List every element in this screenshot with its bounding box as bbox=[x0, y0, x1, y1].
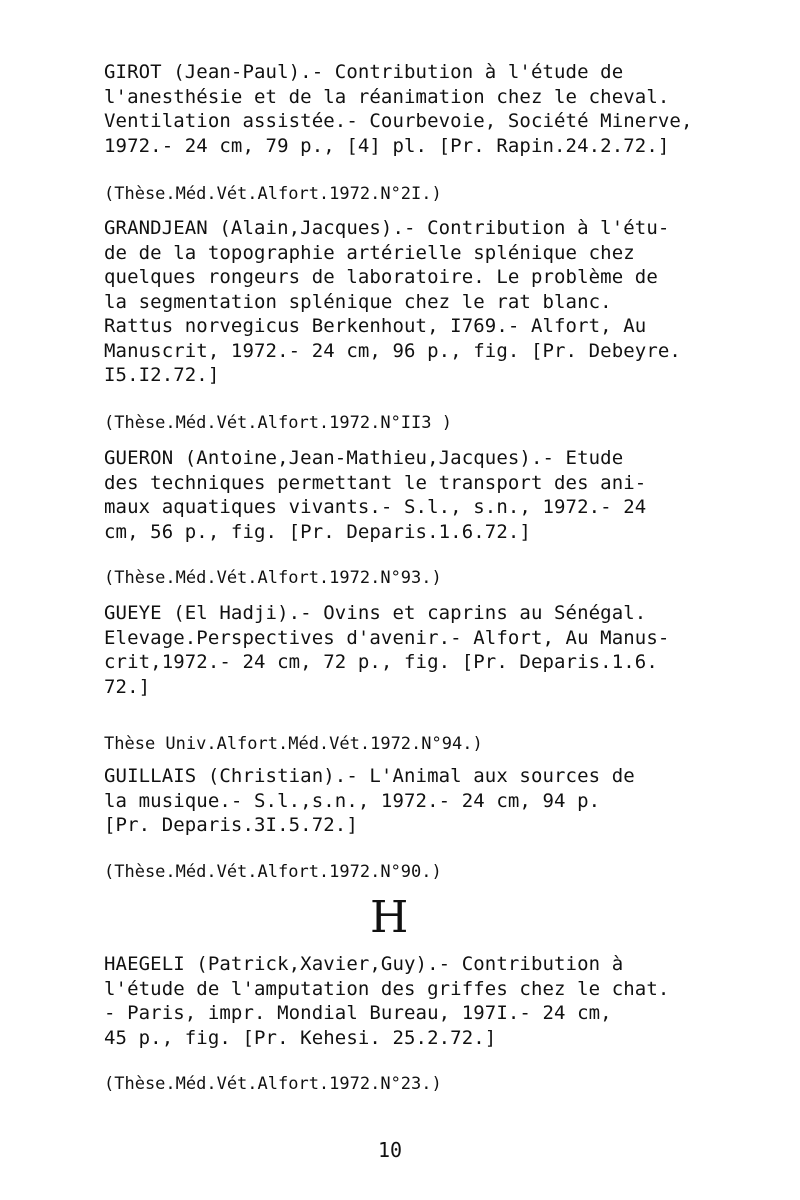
thesis-note: (Thèse.Méd.Vét.Alfort.1972.N°II3 ) bbox=[104, 413, 452, 433]
entry-line: Elevage.Perspectives d'avenir.- Alfort, Au Manus- bbox=[104, 626, 670, 649]
entry-line: l'anesthésie et de la réanimation chez le cheval. bbox=[104, 85, 670, 108]
bibliography-entry bbox=[104, 952, 744, 1050]
entry-line: HAEGELI (Patrick,Xavier,Guy).- Contribution à bbox=[104, 953, 624, 975]
entry-line: GUERON (Antoine,Jean-Mathieu,Jacques).- Etude bbox=[104, 447, 624, 469]
thesis-note: (Thèse.Méd.Vét.Alfort.1972.N°93.) bbox=[104, 568, 442, 588]
thesis-note: (Thèse.Méd.Vét.Alfort.1972.N°23.) bbox=[104, 1074, 442, 1094]
thesis-note: (Thèse.Méd.Vét.Alfort.1972.N°2I.) bbox=[104, 184, 442, 204]
entry-line: - Paris, impr. Mondial Bureau, 197I.- 24 cm, bbox=[104, 1002, 612, 1024]
entry-line: 1972.- 24 cm, 79 p., [4] pl. [Pr. Rapin.24.2.72.] bbox=[104, 134, 670, 157]
section-letter: H bbox=[370, 892, 409, 943]
bibliography-entry bbox=[104, 446, 744, 544]
entry-line: crit,1972.- 24 cm, 72 p., fig. [Pr. Deparis.1.6. bbox=[104, 651, 658, 673]
entry-line: l'étude de l'amputation des griffes chez le chat. bbox=[104, 977, 670, 1000]
entry-line: [Pr. Deparis.3I.5.72.] bbox=[104, 814, 358, 836]
thesis-note: (Thèse.Méd.Vét.Alfort.1972.N°90.) bbox=[104, 862, 442, 882]
entry-line: GIROT (Jean-Paul).- Contribution à l'étude de bbox=[104, 61, 624, 83]
entry-line: des techniques permettant le transport des ani- bbox=[104, 471, 647, 494]
bibliography-entry bbox=[104, 216, 744, 388]
entry-line: de de la topographie artérielle splénique chez bbox=[104, 241, 635, 264]
entry-line: 45 p., fig. [Pr. Kehesi. 25.2.72.] bbox=[104, 1026, 497, 1049]
entry-line: Ventilation assistée.- Courbevoie, Société Minerve, bbox=[104, 110, 693, 132]
thesis-note: Thèse Univ.Alfort.Méd.Vét.1972.N°94.) bbox=[104, 734, 483, 754]
entry-line: GUILLAIS (Christian).- L'Animal aux sources de bbox=[104, 765, 635, 787]
entry-line: cm, 56 p., fig. [Pr. Deparis.1.6.72.] bbox=[104, 520, 531, 543]
bibliography-entry bbox=[104, 764, 744, 838]
entry-line: maux aquatiques vivants.- S.l., s.n., 1972.- 24 bbox=[104, 496, 647, 518]
entry-line: GUEYE (El Hadji).- Ovins et caprins au Sénégal. bbox=[104, 602, 647, 624]
entry-line: I5.I2.72.] bbox=[104, 364, 220, 386]
bibliography-entry bbox=[104, 601, 744, 699]
entry-line: la segmentation splénique chez le rat blanc. bbox=[104, 290, 612, 313]
entry-line: la musique.- S.l.,s.n., 1972.- 24 cm, 94 p. bbox=[104, 789, 601, 812]
bibliography-entry bbox=[104, 60, 744, 158]
page-number: 10 bbox=[378, 1138, 403, 1162]
entry-line: Rattus norvegicus Berkenhout, I769.- Alfort, Au bbox=[104, 315, 647, 337]
entry-line: quelques rongeurs de laboratoire. Le problème de bbox=[104, 266, 658, 288]
entry-line: GRANDJEAN (Alain,Jacques).- Contribution à l'étu- bbox=[104, 217, 670, 239]
entry-line: 72.] bbox=[104, 675, 151, 698]
entry-line: Manuscrit, 1972.- 24 cm, 96 p., fig. [Pr. Debeyre. bbox=[104, 339, 681, 362]
